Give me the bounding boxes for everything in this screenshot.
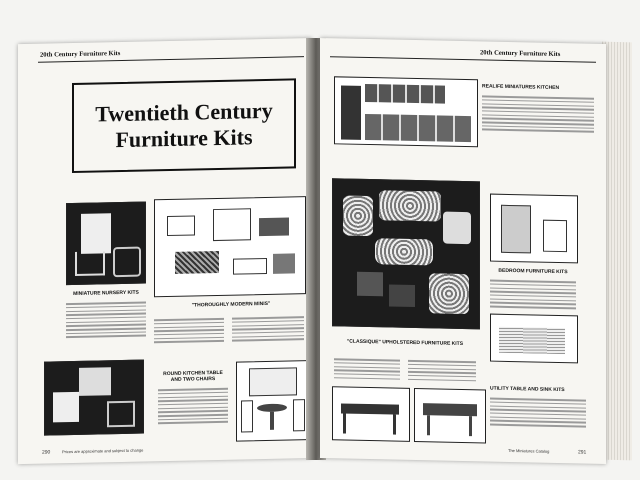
kit-box-image: [79, 367, 111, 396]
sink-leg: [469, 416, 472, 436]
lower-cabinets-image: [365, 114, 471, 142]
left-running-header: 20th Century Furniture Kits: [40, 50, 121, 59]
upholstered-caption: "CLASSIQUE" UPHOLSTERED FURNITURE KITS: [346, 338, 464, 347]
right-page: [320, 38, 606, 464]
bedroom-bed-photo: [490, 314, 578, 364]
nursery-caption: MINIATURE NURSERY KITS: [73, 289, 139, 298]
bedroom-body-text: [490, 278, 576, 311]
modern-minis-body-right: [232, 314, 304, 344]
bedroom-caption: BEDROOM FURNITURE KITS: [498, 267, 568, 276]
utility-table-photo: [332, 386, 410, 442]
wing-chair-image: [343, 195, 373, 236]
crib-image: [75, 251, 105, 276]
ottoman-image: [389, 284, 415, 307]
table-image: [167, 215, 195, 236]
chair-image: [273, 253, 295, 273]
upholstered-furniture-photo: [332, 178, 480, 329]
utility-body-text: [490, 396, 586, 430]
right-footer-label: The Miniatures Catalog: [508, 447, 550, 454]
sink-image: [423, 403, 477, 416]
upholstered-body-right: [408, 358, 476, 384]
kitchen-body-text: [482, 93, 594, 134]
left-page-number: 290: [42, 449, 51, 456]
chair-image: [241, 400, 253, 432]
table-leg: [393, 415, 396, 435]
window-image: [249, 367, 297, 396]
table-pedestal-image: [270, 412, 274, 430]
utility-caption: UTILITY TABLE AND SINK KITS: [490, 385, 565, 394]
upholstered-body-left: [334, 356, 400, 382]
open-catalog-book: [10, 20, 632, 456]
upper-cabinets-image: [365, 84, 445, 104]
changing-table-image: [107, 401, 135, 428]
dresser-image: [501, 205, 531, 254]
modern-minis-body-left: [154, 316, 224, 345]
bed-image: [499, 327, 565, 354]
section-title-box: [72, 78, 296, 173]
kit-box-image: [81, 213, 111, 254]
left-footer-note: Prices are approximate and subject to change: [62, 447, 144, 455]
sink-photo: [414, 388, 486, 444]
canopy-bed-image: [213, 208, 251, 241]
right-running-header: 20th Century Furniture Kits: [480, 49, 561, 59]
right-page-number: 291: [578, 449, 587, 456]
leather-chair-image: [357, 272, 383, 297]
round-table-body-text: [158, 386, 228, 427]
coffee-table-image: [233, 258, 267, 275]
left-page: [18, 38, 312, 464]
kitchen-photo: [334, 76, 478, 147]
chaise-image: [429, 273, 469, 314]
round-table-caption: ROUND KITCHEN TABLE AND TWO CHAIRS: [163, 369, 223, 383]
page-edges: [602, 42, 632, 461]
chair-image: [293, 399, 305, 431]
nursery-furniture-photo: [44, 360, 144, 436]
section-title-line-1: Twentieth Century: [95, 97, 273, 127]
dresser-image: [53, 392, 79, 423]
sofa-image: [259, 217, 289, 236]
bedroom-dresser-photo: [490, 194, 578, 264]
round-table-photo: [236, 360, 308, 442]
modern-minis-caption: "THOROUGHLY MODERN MINIS": [191, 300, 271, 309]
refrigerator-image: [341, 85, 361, 139]
patterned-bed-image: [175, 251, 219, 274]
section-title-line-2: Furniture Kits: [115, 124, 253, 153]
nightstand-image: [543, 220, 567, 253]
settee-image: [379, 190, 441, 221]
sink-leg: [427, 415, 430, 435]
rocker-image: [113, 247, 141, 278]
modern-minis-photo: [154, 196, 306, 297]
utility-table-image: [341, 403, 399, 414]
nursery-kit-photo: [66, 201, 146, 285]
nursery-body-text: [66, 299, 146, 340]
kitchen-caption: REALIFE MINIATURES KITCHEN: [482, 83, 560, 92]
side-chair-image: [443, 212, 471, 245]
sofa-image: [375, 238, 433, 265]
table-leg: [343, 413, 346, 433]
